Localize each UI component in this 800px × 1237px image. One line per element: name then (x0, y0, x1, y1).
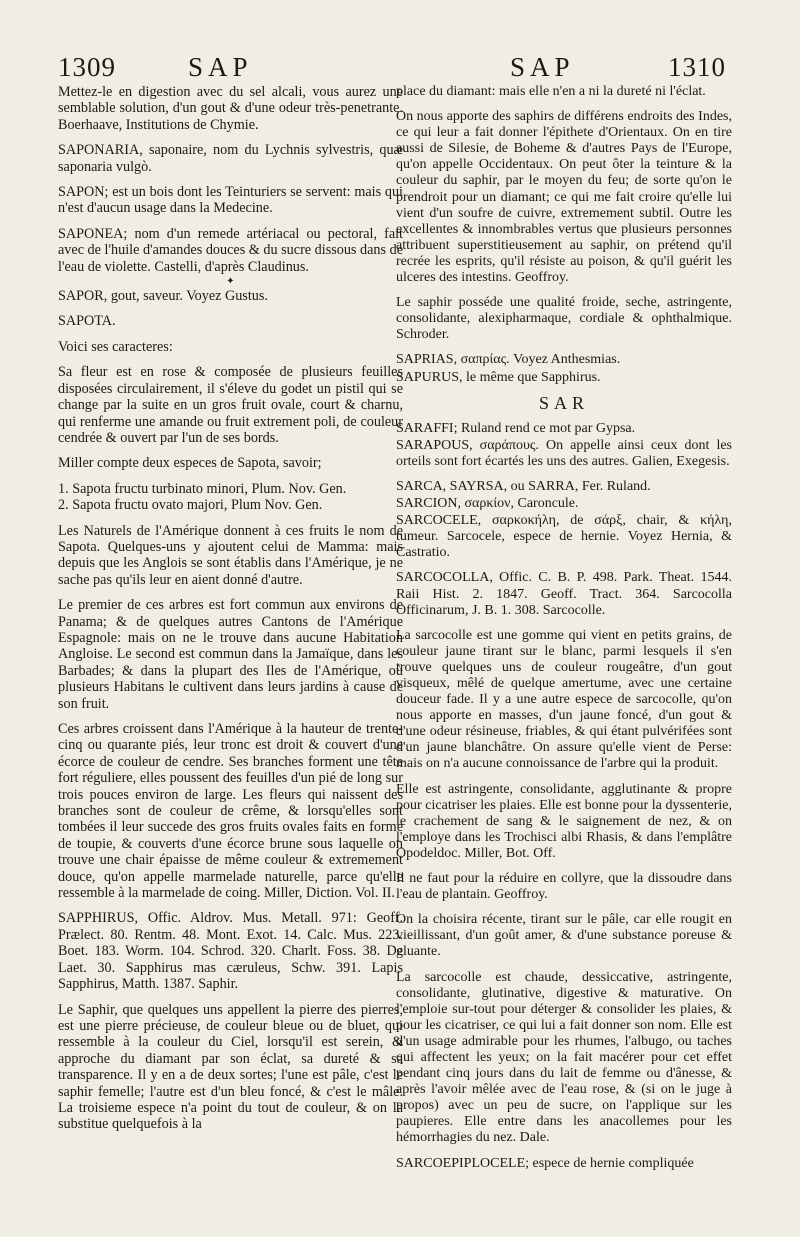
entry-sapota: SAPOTA. (58, 313, 116, 330)
entry-sapota-flower: Sa fleur est en rose & composée de plusieurs feuilles disposées circulairement, il s'éleve du godet un pistil qui se change par la suite en un gros fruit ovale, court & charnu, qui renferme une amande ou fruit extrement poli, de couleur cendrée & ouvert par l'un de ses bords. (58, 364, 403, 446)
entry-sarcoepiplocele: SARCOEPIPLOCELE; espece de hernie compliquée (396, 1155, 694, 1171)
species-list (58, 481, 403, 514)
entry-sarcocolla: SARCOCOLLA, Offic. C. B. P. 498. Park. Theat. 1544. Raii Hist. 2. 1847. Geoff. Tract. 364. Sarcocolla Officinarum, J. B. 1. 308. Sarcocolle. (396, 570, 732, 618)
entry-sapor: SAPOR, gout, saveur. Voyez Gustus. (58, 288, 268, 305)
entry-saraffi: SARAFFI; Ruland rend ce mot par Gypsa. (396, 420, 636, 436)
left-running-head: SAP (188, 52, 253, 82)
left-column (58, 84, 403, 1142)
right-page-number: 1310 (668, 52, 726, 82)
entry-sapota-intro: Voici ses caracteres: (58, 338, 173, 355)
entry-sapota-tree: Ces arbres croissent dans l'Amérique à la hauteur de trente-cinq ou quarante piés, leur tronc est droit & couvert d'une écorce de couleur de cendre. Ses branches forment une tête fort réguliere, elles poussent des feuilles d'un pié de long sur trois pouces environ de large. Les fleurs qui naissent des branches sont de couleur de crême, & lorsqu'elles sont tombées il leur succede des gros fruits ovales faits en forme de toupie, & couverts d'une écorce brune sous laquelle on trouve une chair épaisse de même couleur & extremement douce, qu'on appelle marmelade naturelle, parce qu'elle ressemble à la marmelade de coing. Miller, Diction. Vol. II. (58, 721, 403, 902)
ornament-mark: ✦ (226, 276, 235, 288)
right-running-head: SAP (510, 52, 575, 82)
entry-sapon: SAPON; est un bois dont les Teinturiers se servent: mais qui n'est d'aucun usage dans la Medecine. (58, 184, 403, 217)
entry-sapota-names: Les Naturels de l'Amérique donnent à ces fruits le nom de Sapota. Quelques-uns y ajoutent celui de Mamma: mais depuis que les Anglois se sont établis dans l'Amérique, je ne sache pas qu'ils leur en aient donné d'autre. (58, 522, 403, 588)
species-item-2: 2. Sapota fructu ovato majori, Plum Nov. Gen. (58, 497, 323, 514)
entry-sarcocele: SARCOCELE, σαρκοκήλη, de σάρξ, chair, & κήλη, tumeur. Sarcocele, espece de hernie. Voyez Hernia, & Castratio. (396, 513, 732, 561)
entry-saphir-quality: Le saphir posséde une qualité froide, seche, astringente, consolidante, alexipharmaque, cordiale & ophthalmique. Schroder. (396, 295, 732, 343)
entry-sarcocolle-collyre: Il ne faut pour la réduire en collyre, que la dissoudre dans l'eau de plantain. Geoffroy. (396, 871, 732, 903)
entry-sapphirus: SAPPHIRUS, Offic. Aldrov. Mus. Metall. 971: Geoff. Prælect. 80. Rentm. 48. Mont. Exot. 14. Calc. Mus. 223. Boet. 183. Worm. 104. Schrod. 320. Charlt. Foss. 38. De Laet. 30. Sapphirus mas cæruleus, Schw. 391. Lapis Sapphirus, Matth. 1387. Saphir. (58, 910, 403, 993)
entry-saphir-origin: On nous apporte des saphirs de différens endroits des Indes, ce qui leur a fait donner l'épithete d'Orientaux. On en tire aussi de Silesie, de Boheme & d'autres Pays de l'Europe, qu'on appelle Occidentaux. On peut ôter la teinture & la couleur du saphir, par le moyen du feu; de sorte qu'on le prendroit pour un diamant; ce qui me fait croire qu'elle lui vient d'un soufre de cuivre, extremement subtil. Outre les excellentes & innombrables vertus que plusieurs personnes attribuent superstitieusement au saphir, on prétend qu'il recrée les esprits, qu'il résiste au poison, & qu'il guérit les ulceres des intestins. Geoffroy. (396, 109, 732, 286)
entry-saphir: Le Saphir, que quelques uns appellent la pierre des pierres, est une pierre précieuse, de couleur bleue ou de bluet, qui ressemble à la couleur du Ciel, lorsqu'il est serein, & approche du diamant par son éclat, sa dureté & sa transparence. Il y en a de deux sortes; l'une est pâle, c'est le saphir femelle; l'autre est d'un bleu foncé, & c'est le mâle. La troisieme espece n'a point du tout de couleur, & on la substitue quelquefois à la (58, 1001, 403, 1133)
entry-sapota-range: Le premier de ces arbres est fort commun aux environs de Panama; & de quelques autres Cantons de l'Amérique Espagnole: mais on ne le trouve dans aucune Habitation Angloise. Le second est commun dans la Jamaïque, dans les Barbades; & dans la plupart des Iles de l'Amérique, où plusieurs Habitans le cultivent dans leurs jardins à cause de son fruit. (58, 597, 403, 712)
entry-sarapous: SARAPOUS, σαράπους. On appelle ainsi ceux dont les orteils sont fort écartés les uns des autres. Galien, Exegesis. (396, 437, 732, 469)
entry-saponaria: SAPONARIA, saponaire, nom du Lychnis sylvestris, quæ saponaria vulgò. (58, 142, 403, 175)
left-page-number: 1309 (58, 52, 116, 82)
section-heading: SAR (538, 392, 589, 413)
entry-sarcion: SARCION, σαρκίον, Caroncule. (396, 496, 579, 512)
entry-sarcocolle-desc: La sarcocolle est une gomme qui vient en petits grains, de couleur jaune tirant sur le blanc, parmi lesquels il s'en trouve quelques uns de couleur rougeâtre, d'un gout visqueux, mêlé de quelque amertume, avec une certaine douceur fade. Il y a une autre espece de sarcocolle, qu'on nous apporte en masses, d'un jaune foncé, d'un gout & d'une odeur résineuse, friables, & qui étant pulvérifées sont d'un jaune blanchâtre. On assure qu'elle vient de Perse: mais on n'a aucune connoissance de l'arbre qui la produit. (396, 627, 732, 772)
entry-sarcocolle-virtues: Elle est astringente, consolidante, agglutinante & propre pour cicatriser les plaies. Elle est bonne pour la dyssenterie, le crachement de sang & le saignement de nez, & on l'employe dans les Trochisci albi Rhasis, & dans l'emplâtre Opodeldoc. Miller, Bot. Off. (396, 781, 732, 861)
entry-continuation: Mettez-le en digestion avec du sel alcali, vous aurez une semblable solution, d'un gout & d'une odeur très-penetrante. Boerhaave, Institutions de Chymie. (58, 84, 403, 133)
entry-saponea: SAPONEA; nom d'un remede artériacal ou pectoral, fait avec de l'huile d'amandes douces & du sucre dissous dans de l'eau de violette. Castelli, d'après Claudinus. (58, 225, 403, 275)
right-column (396, 84, 732, 1181)
entry-sapurus: SAPURUS, le même que Sapphirus. (396, 369, 601, 385)
species-item-1: 1. Sapota fructu turbinato minori, Plum. Nov. Gen. (58, 480, 347, 497)
entry-sarcocolle-choice: On la choisira récente, tirant sur le pâle, car elle rougit en vieillissant, d'un goût amer, & d'une substance poreuse & gluante. (396, 912, 732, 960)
entry-sapota-species: Miller compte deux especes de Sapota, savoir; (58, 455, 322, 472)
entry-sarcocolle-uses: La sarcocolle est chaude, dessiccative, astringente, consolidante, glutinative, digestive & maturative. On l'emploie sur-tout pour déterger & consolider les plaies, & pour les cicatriser, ce qui lui a fait donner son nom. Elle est d'un usage admirable pour les rhumes, l'albugo, ou taches qui affectent les yeux; on la fait macérer pour cet effet pendant cinq jours dans du lait de femme ou d'ânesse, & après l'avoir mêlée avec de l'eau rose, & (si on le juge à propos) avec un peu de sucre, on l'applique sur les paupieres. Elle entre dans les anacollemes pour les hémorrhagies du nez. Dale. (396, 969, 732, 1146)
entry-sarca: SARCA, SAYRSA, ou SARRA, Fer. Ruland. (396, 478, 651, 494)
entry-saprias: SAPRIAS, σαπρίας. Voyez Anthesmias. (396, 352, 621, 368)
entry-saphir-cont: place du diamant: mais elle n'en a ni la dureté ni l'éclat. (396, 84, 706, 99)
